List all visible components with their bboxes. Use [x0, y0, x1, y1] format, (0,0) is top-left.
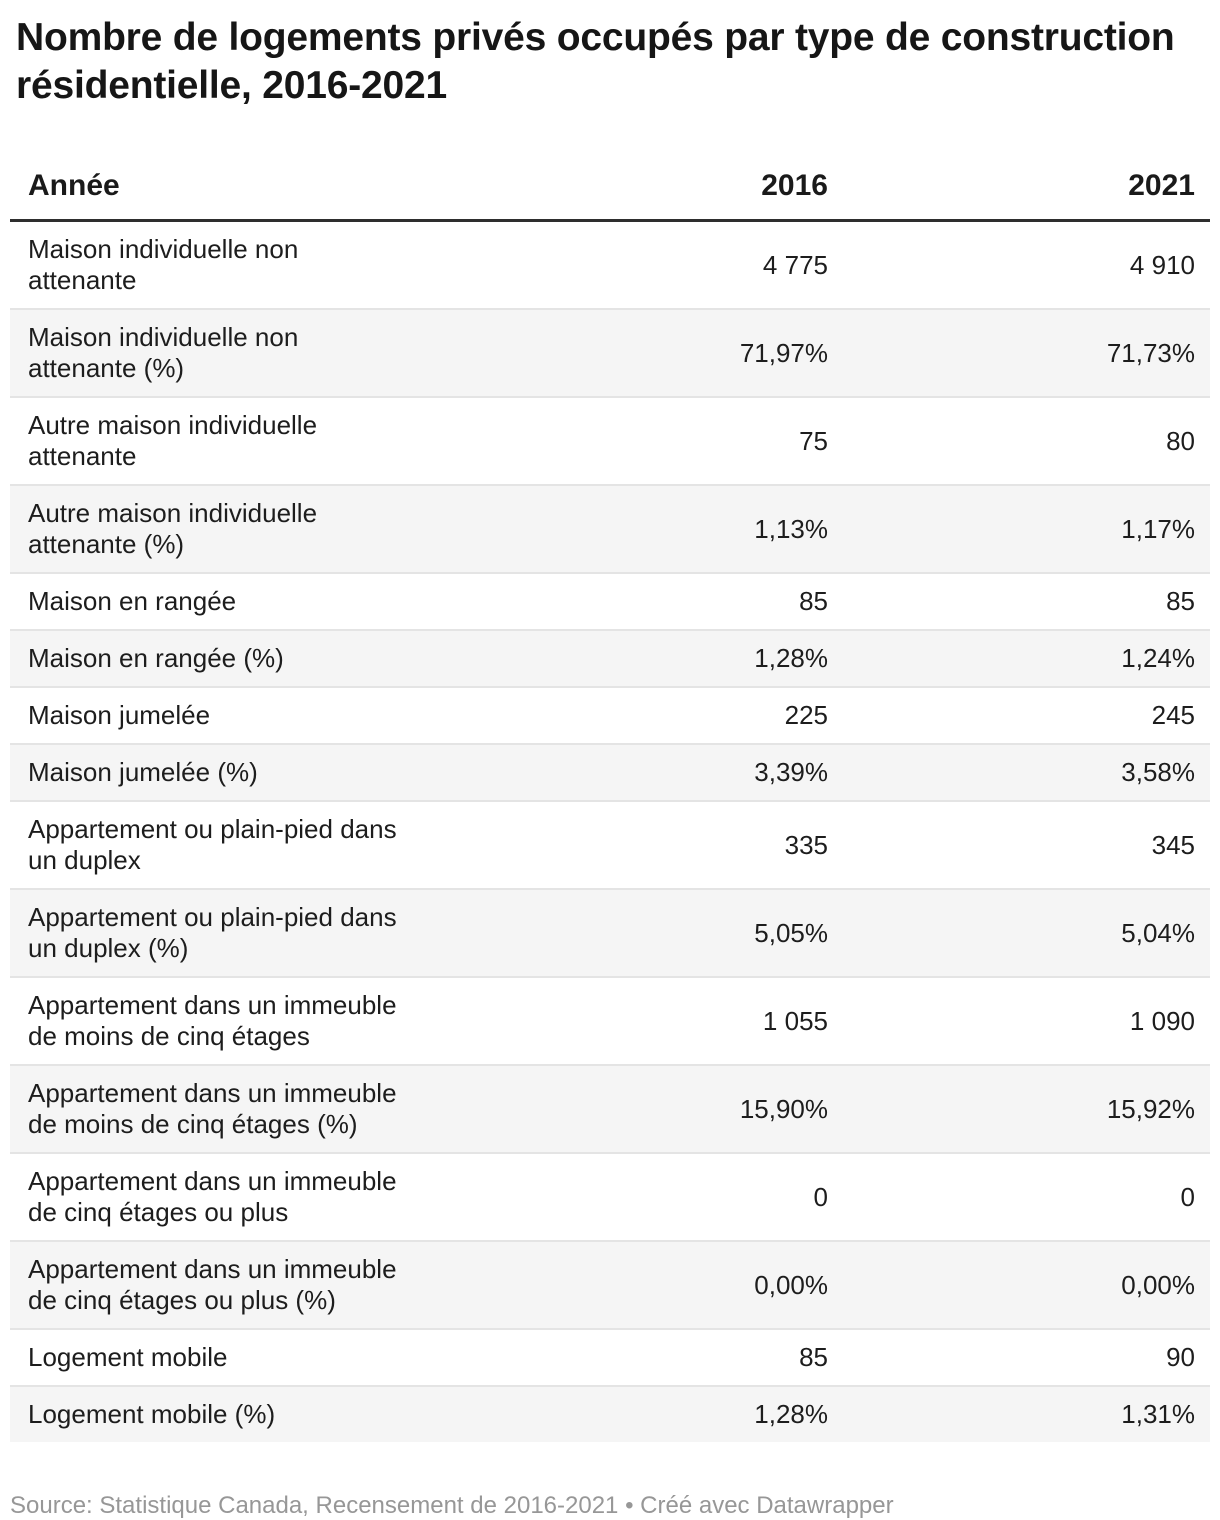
value-2016: 0,00% — [754, 1269, 828, 1300]
table-row — [10, 744, 1210, 801]
table-row — [10, 1153, 1210, 1241]
value-2016: 0 — [813, 1181, 828, 1212]
value-2016: 1,13% — [754, 513, 828, 544]
column-header-2016: 2016 — [413, 160, 843, 221]
row-label: Maison jumelée — [28, 700, 211, 730]
row-label: Maison en rangée — [28, 586, 237, 616]
row-label: Maison jumelée (%) — [28, 757, 258, 787]
table-container — [10, 160, 1210, 1442]
value-2021: 15,92% — [1106, 1093, 1195, 1124]
value-2021: 1,17% — [1121, 513, 1195, 544]
row-label: Logement mobile (%) — [28, 1399, 276, 1429]
column-header-annee: Année — [10, 160, 413, 221]
value-2016: 15,90% — [739, 1093, 828, 1124]
value-2016: 1 055 — [762, 1005, 828, 1036]
value-2021: 80 — [1166, 425, 1195, 456]
value-2021: 345 — [1151, 829, 1195, 860]
value-2021: 4 910 — [1129, 249, 1195, 280]
row-label: Autre maison individuelle attenante (%) — [28, 498, 318, 559]
value-2016: 5,05% — [754, 917, 828, 948]
value-2021: 85 — [1166, 586, 1195, 616]
value-2021: 1,24% — [1121, 643, 1195, 673]
bullet-separator: • — [625, 1492, 634, 1519]
row-label: Appartement ou plain-pied dans un duplex — [28, 814, 397, 875]
value-2021: 0 — [1180, 1181, 1195, 1212]
table-row — [10, 1065, 1210, 1153]
table-row — [10, 801, 1210, 889]
row-label: Appartement dans un immeuble de moins de cinq étages — [28, 990, 397, 1051]
header-row — [10, 160, 1210, 221]
table-body — [10, 221, 1210, 1443]
value-2021: 1,31% — [1121, 1399, 1195, 1429]
table-row — [10, 889, 1210, 977]
attribution-text: Créé avec Datawrapper — [640, 1492, 894, 1519]
table-row — [10, 1386, 1210, 1442]
data-table — [10, 160, 1210, 1442]
datawrapper-table-page — [0, 14, 1220, 1519]
source-text: Source: Statistique Canada, Recensement de 2016-2021 — [10, 1492, 619, 1519]
value-2016: 335 — [784, 829, 828, 860]
row-label: Maison en rangée (%) — [28, 643, 284, 673]
value-2021: 71,73% — [1106, 337, 1195, 368]
value-2016: 1,28% — [754, 643, 828, 673]
value-2016: 225 — [784, 700, 828, 730]
table-row — [10, 573, 1210, 630]
row-label: Autre maison individuelle attenante — [28, 410, 318, 471]
row-label: Appartement dans un immeuble de cinq étages ou plus (%) — [28, 1254, 397, 1315]
value-2021: 3,58% — [1121, 757, 1195, 787]
source-line — [10, 1492, 1210, 1520]
value-2016: 1,28% — [754, 1399, 828, 1429]
value-2021: 5,04% — [1121, 917, 1195, 948]
row-label: Maison individuelle non attenante — [28, 234, 299, 295]
row-label: Appartement dans un immeuble de cinq étages ou plus — [28, 1166, 397, 1227]
column-header-2021: 2021 — [843, 160, 1210, 221]
value-2016: 85 — [799, 1342, 828, 1372]
page-title: Nombre de logements privés occupés par type de construction résidentielle, 2016-2021 — [16, 16, 1175, 107]
table-row — [10, 630, 1210, 687]
value-2021: 0,00% — [1121, 1269, 1195, 1300]
row-label: Logement mobile — [28, 1342, 228, 1372]
row-label: Appartement ou plain-pied dans un duplex (%) — [28, 902, 397, 963]
value-2016: 4 775 — [762, 249, 828, 280]
table-row — [10, 485, 1210, 573]
row-label: Appartement dans un immeuble de moins de cinq étages (%) — [28, 1078, 397, 1139]
value-2021: 245 — [1151, 700, 1195, 730]
table-row — [10, 687, 1210, 744]
table-header — [10, 160, 1210, 221]
row-label: Maison individuelle non attenante (%) — [28, 322, 299, 383]
value-2016: 71,97% — [739, 337, 828, 368]
table-row — [10, 977, 1210, 1065]
table-row — [10, 1241, 1210, 1329]
table-row — [10, 1329, 1210, 1386]
table-row — [10, 309, 1210, 397]
value-2021: 90 — [1166, 1342, 1195, 1372]
value-2021: 1 090 — [1129, 1005, 1195, 1036]
table-row — [10, 221, 1210, 310]
table-row — [10, 397, 1210, 485]
value-2016: 85 — [799, 586, 828, 616]
value-2016: 75 — [799, 425, 828, 456]
value-2016: 3,39% — [754, 757, 828, 787]
